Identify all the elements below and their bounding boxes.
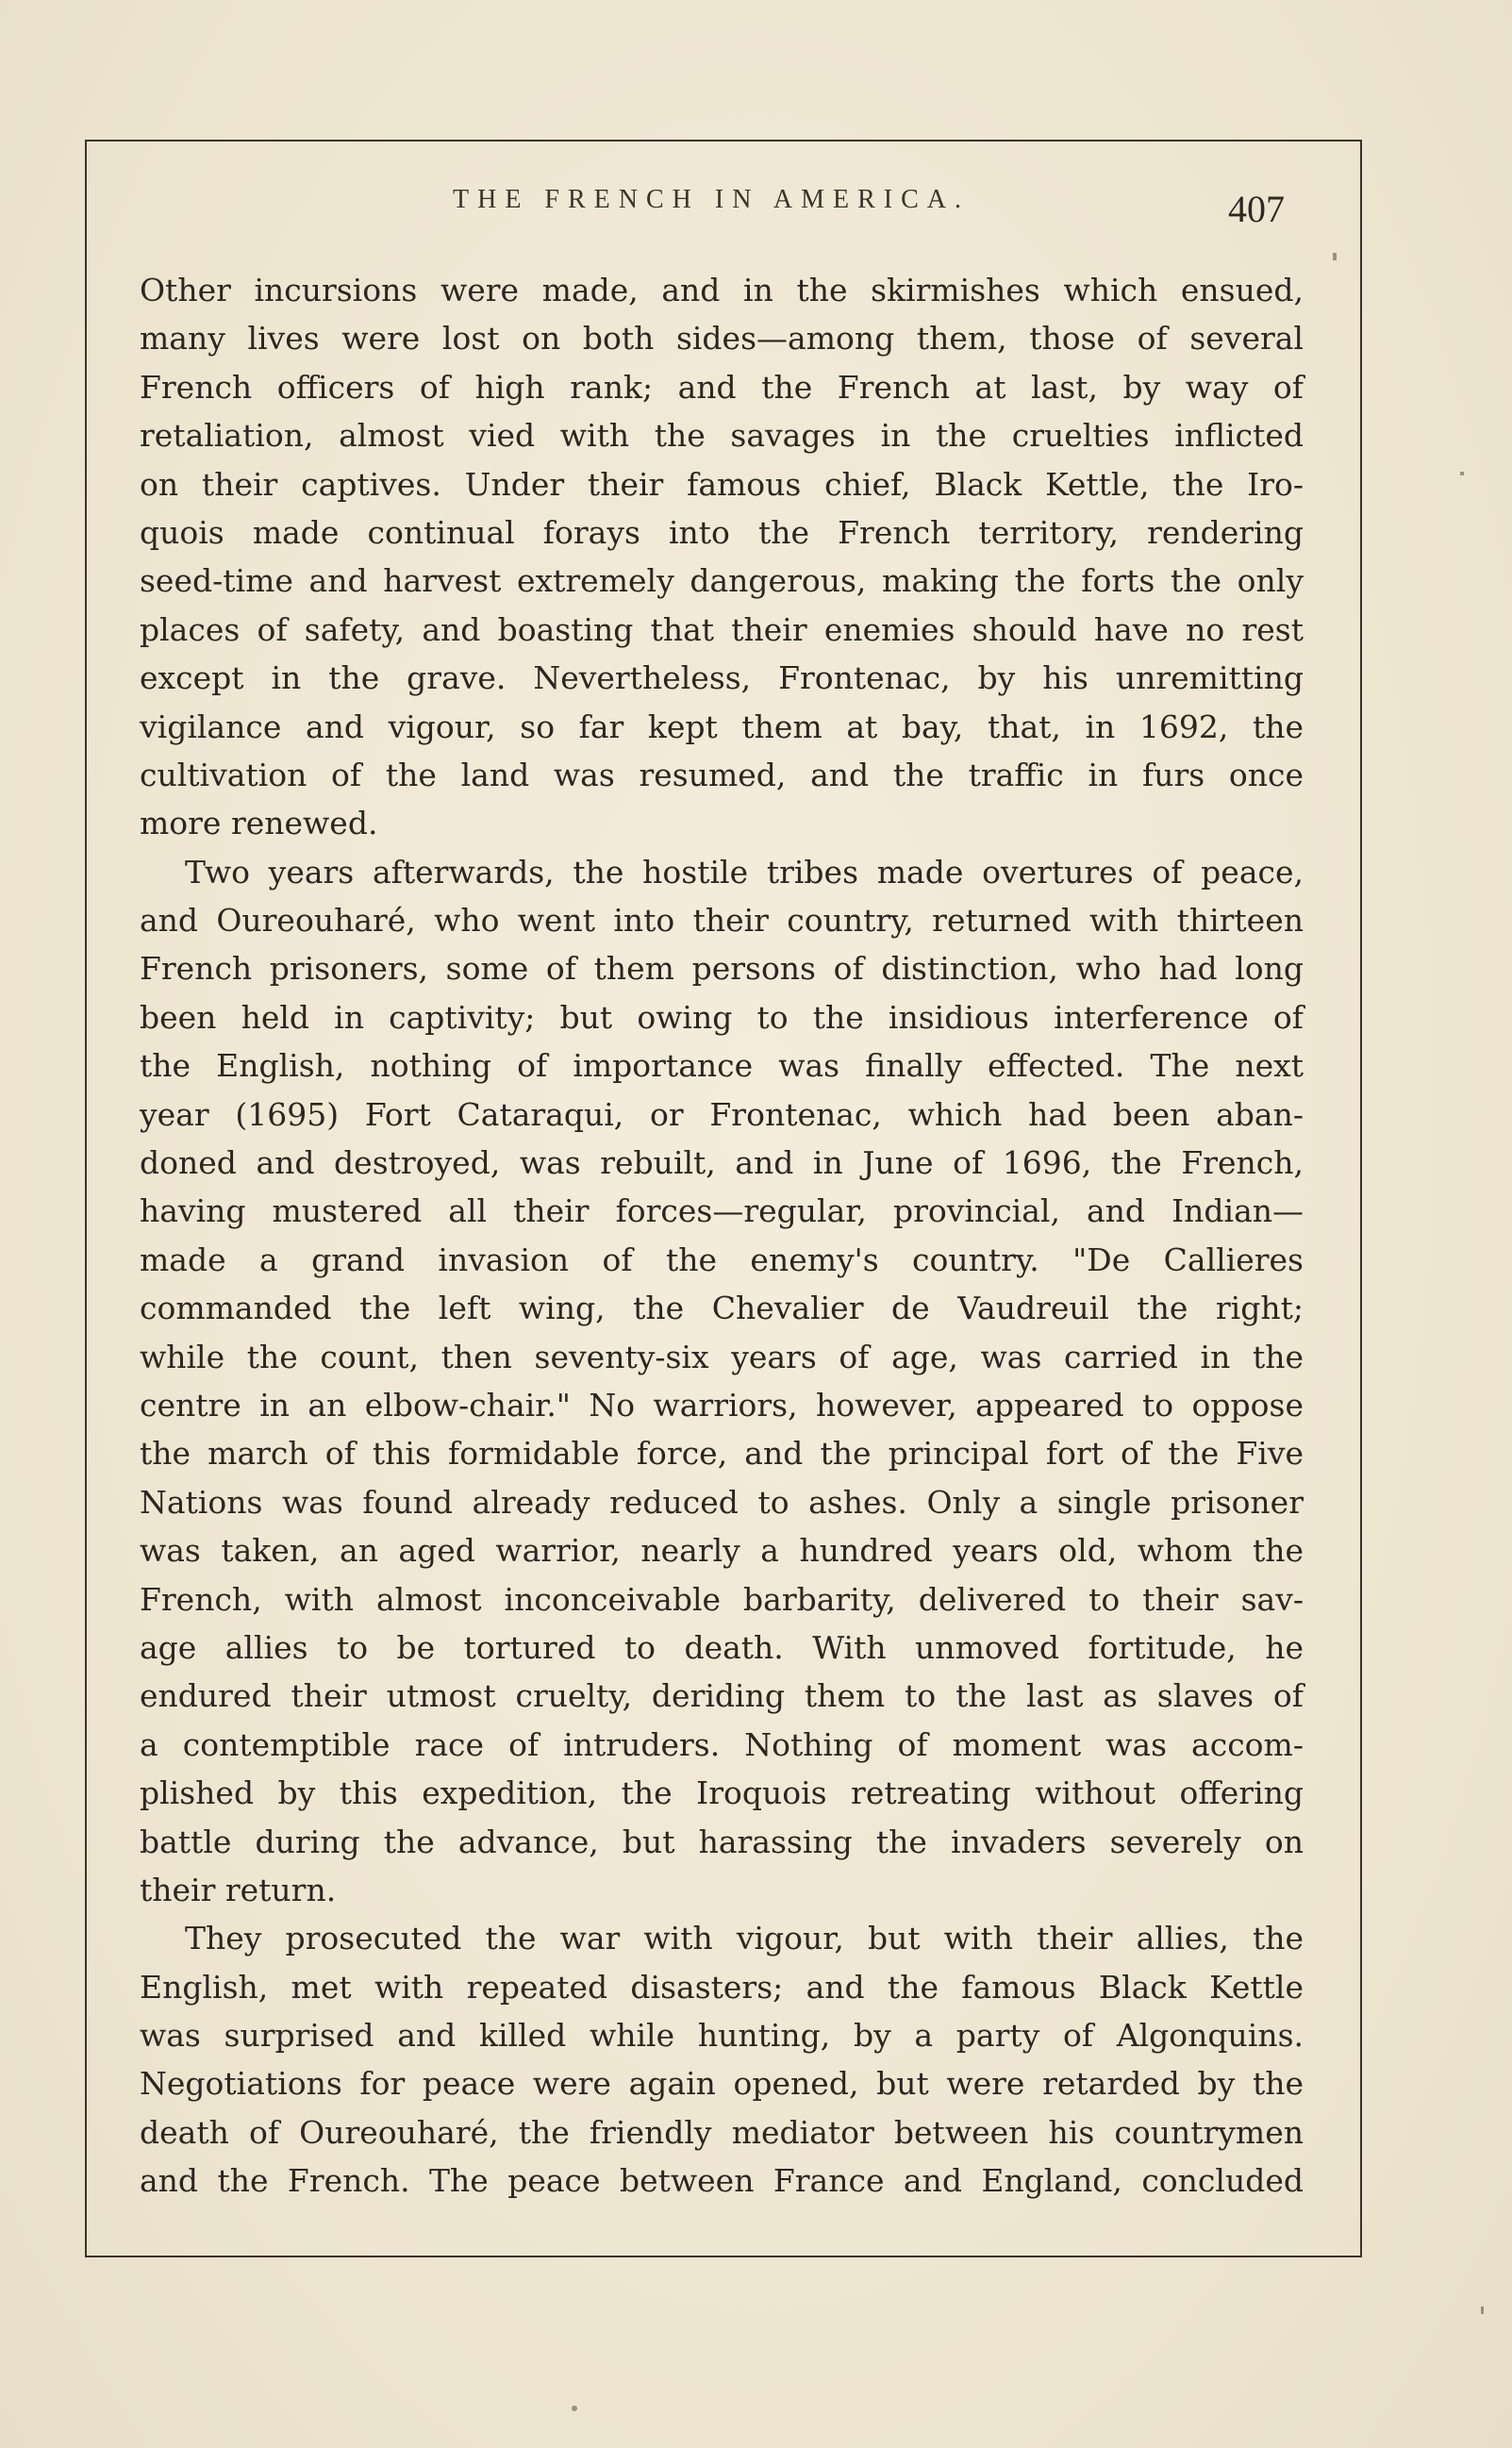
text-line: cultivation of the land was resumed, and the traffic in furs once [140, 756, 1304, 793]
text-line: endured their utmost cruelty, deriding them to the last as slaves of [140, 1677, 1304, 1715]
text-line: and the French. The peace between France and England, concluded [140, 2162, 1304, 2200]
paper-speck [1460, 472, 1464, 475]
text-line: age allies to be tortured to death. With unmoved fortitude, he [140, 1628, 1304, 1666]
text-line: was surprised and killed while hunting, by a party of Algonquins. [140, 2017, 1304, 2055]
text-line: retaliation, almost vied with the savages in the cruelties inflicted [140, 417, 1304, 455]
text-line: quois made continual forays into the French territory, rendering [140, 513, 1304, 551]
text-line: places of safety, and boasting that their enemies should have no rest [140, 610, 1304, 648]
text-line: a contemptible race of intruders. Nothing of moment was accom- [140, 1725, 1304, 1763]
text-line: on their captives. Under their famous chief, Black Kettle, the Iro- [140, 465, 1304, 503]
text-line: Other incursions were made, and in the skirmishes which ensued, [140, 272, 1304, 308]
text-line: their return. [140, 1871, 337, 1908]
text-line: French officers of high rank; and the French at last, by way of [140, 368, 1304, 406]
text-line: seed-time and harvest extremely dangerous, making the forts the only [140, 562, 1304, 600]
paragraph-start-line: Two years afterwards, the hostile tribes made overtures of peace, [185, 853, 1304, 891]
text-line: English, met with repeated disasters; and the famous Black Kettle [140, 1968, 1304, 2006]
text-line: Nations was found already reduced to ashes. Only a single prisoner [140, 1483, 1304, 1521]
text-line: French, with almost inconceivable barbarity, delivered to their sav- [140, 1580, 1304, 1618]
text-line: commanded the left wing, the Chevalier de Vaudreuil the right; [140, 1290, 1304, 1327]
text-line: while the count, then seventy-six years of age, was carried in the [140, 1338, 1304, 1375]
text-line: made a grand invasion of the enemy's country. "De Callieres [140, 1241, 1304, 1278]
text-line: plished by this expedition, the Iroquois retreating without offering [140, 1774, 1304, 1812]
text-line: centre in an elbow-chair." No warriors, however, appeared to oppose [140, 1386, 1304, 1424]
text-line: many lives were lost on both sides—among them, those of several [140, 320, 1304, 358]
text-line: was taken, an aged warrior, nearly a hundred years old, whom the [140, 1532, 1304, 1570]
text-line: death of Oureouharé, the friendly mediator between his countrymen [140, 2113, 1304, 2151]
text-line: except in the grave. Nevertheless, Frontenac, by his unremitting [140, 659, 1304, 697]
text-line: the English, nothing of importance was finally effected. The next [140, 1047, 1304, 1085]
paper-speck [1333, 253, 1337, 260]
text-line: having mustered all their forces—regular, provincial, and Indian— [140, 1192, 1304, 1230]
text-line: been held in captivity; but owing to the insidious interference of [140, 998, 1304, 1036]
page-number: 407 [1228, 188, 1285, 230]
text-line: battle during the advance, but harassing the invaders severely on [140, 1823, 1304, 1860]
running-head: THE FRENCH IN AMERICA. [453, 185, 971, 214]
text-line: the march of this formidable force, and the principal fort of the Five [140, 1435, 1304, 1473]
paragraph-start-line: They prosecuted the war with vigour, but with their allies, the [185, 1920, 1304, 1957]
text-line: more renewed. [140, 805, 378, 842]
text-line: year (1695) Fort Cataraqui, or Frontenac, which had been aban- [140, 1095, 1304, 1133]
text-line: vigilance and vigour, so far kept them at bay, that, in 1692, the [140, 708, 1304, 745]
paper-speck [1481, 2306, 1484, 2314]
body-text [140, 266, 1304, 2206]
text-line: Negotiations for peace were again opened, but were retarded by the [140, 2065, 1304, 2103]
text-line: and Oureouharé, who went into their country, returned with thirteen [140, 902, 1304, 940]
text-line: French prisoners, some of them persons of distinction, who had long [140, 950, 1304, 988]
paper-speck [572, 2406, 577, 2411]
text-line: doned and destroyed, was rebuilt, and in June of 1696, the French, [140, 1144, 1304, 1182]
